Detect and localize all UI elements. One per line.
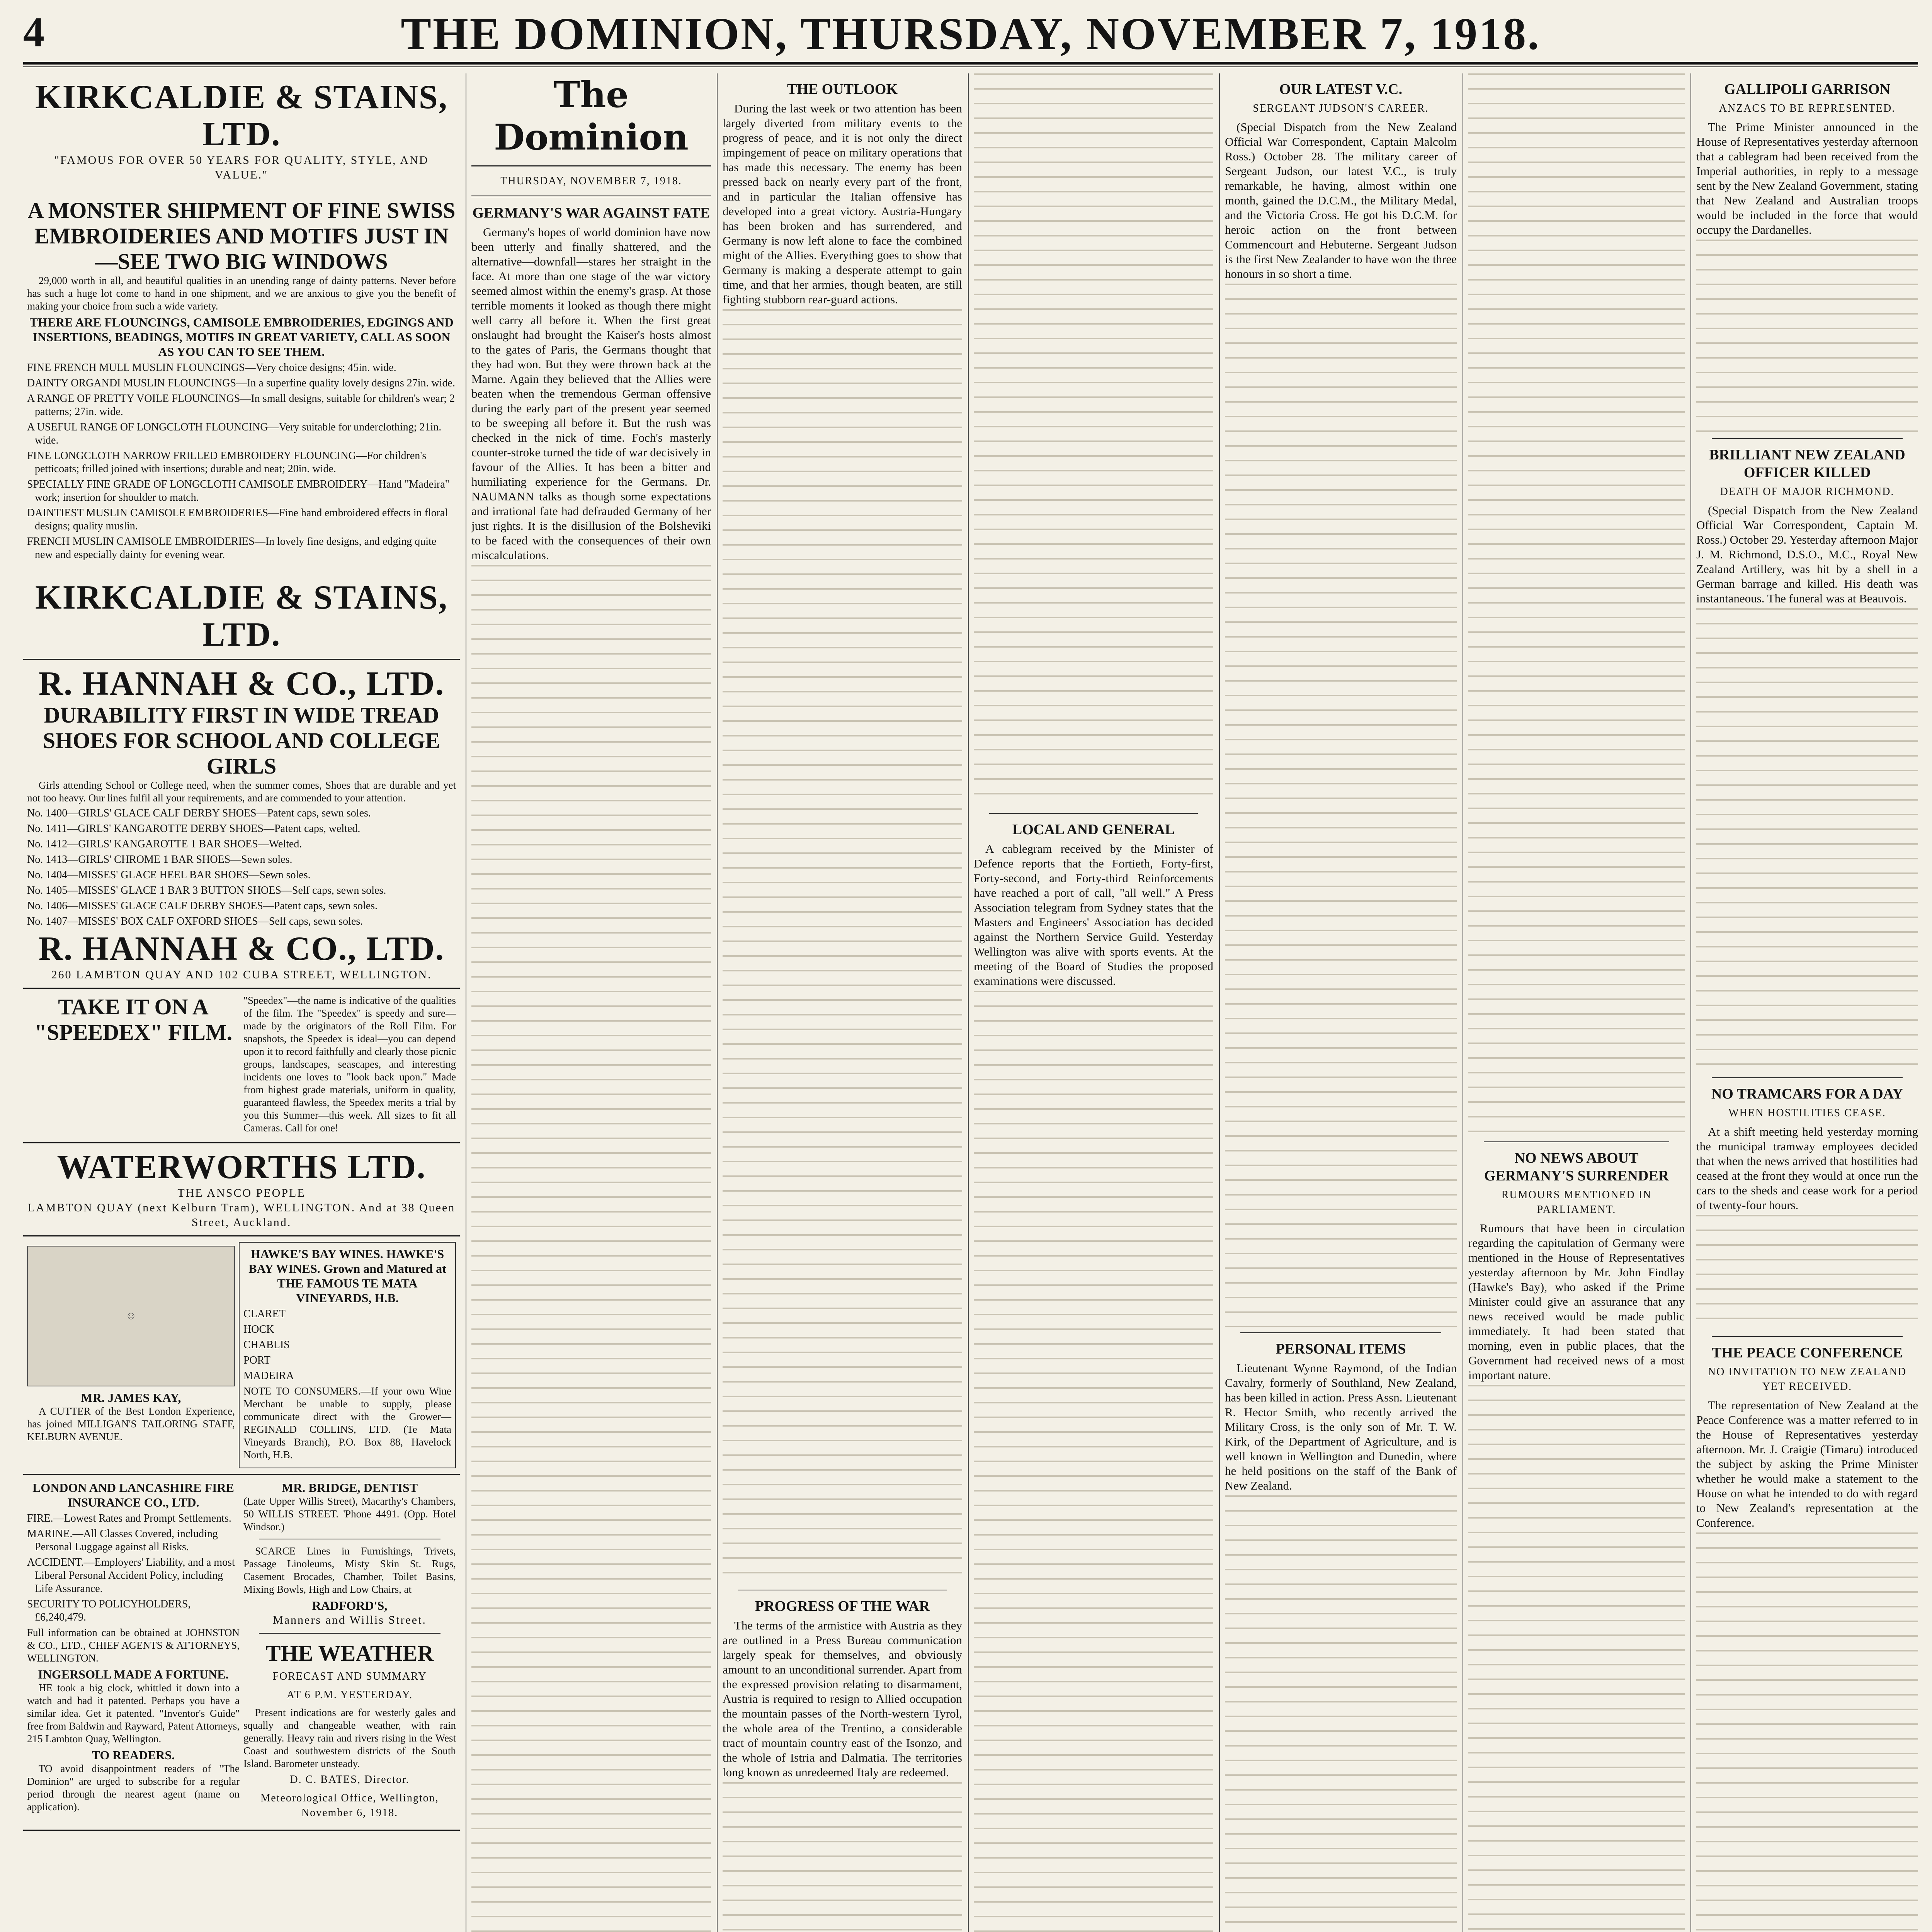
wines-headline: HAWKE'S BAY WINES. HAWKE'S BAY WINES. Grown and Matured at THE FAMOUS TE MATA VINEYARDS, H.B. [248,1247,446,1305]
personal-continued-text [1225,1495,1457,1932]
tramcars-body: At a shift meeting held yesterday morning the municipal tramway employees decided that when the news arrived that hostilities had ceased at the front they would at once run the cars to the sheds and cease work for a period of twenty-four hours. [1696,1125,1918,1212]
column-rule [717,73,718,1932]
dentist-text: (Late Upper Willis Street), Macarthy's Chambers, 50 WILLIS STREET. 'Phone 4491. (Opp. Hotel Windsor.) [243,1495,456,1532]
masthead-title: THE DOMINION, THURSDAY, NOVEMBER 7, 1918. [401,9,1541,59]
progress-continued-text [723,1782,962,1932]
vc-head: OUR LATEST V.C. [1279,81,1403,97]
insurance-dentist-row [23,1475,460,1831]
leader-head: GERMANY'S WAR AGAINST FATE [472,205,710,221]
vc-column [1225,73,1457,1932]
kirkcaldie-item: FRENCH MUSLIN CAMISOLE EMBROIDERIES—In lovely fine designs, and edging quite new and especially dainty for evening wear. [27,536,437,561]
dentist-name: MR. BRIDGE, DENTIST [281,1481,418,1495]
column-rule [968,73,969,1932]
hannah-brand: R. HANNAH & CO., LTD. [38,665,445,702]
speedex-ad [23,989,460,1143]
insurance-footer: Full information can be obtained at JOHNSTON & CO., LTD., CHIEF AGENTS & ATTORNEYS, WELLINGTON. [27,1627,240,1664]
kirkcaldie-brand: KIRKCALDIE & STAINS, LTD. [35,78,448,153]
kay-ad [27,1242,235,1468]
vc-sub: SERGEANT JUDSON'S CAREER. [1253,102,1429,114]
leader-continued-text [471,565,711,1932]
hannah-footer-brand: R. HANNAH & CO., LTD. [38,930,445,968]
weather-sub2: AT 6 P.M. YESTERDAY. [286,1689,413,1701]
kirkcaldie-item: SPECIALLY FINE GRADE OF LONGCLOTH CAMISOLE EMBROIDERY—Hand "Madeira" work; insertion for shoulder to match. [27,478,450,503]
kirkcaldie-item: FINE FRENCH MULL MUSLIN FLOUNCINGS—Very choice designs; 45in. wide. [27,362,396,374]
weather-head: THE WEATHER [265,1641,434,1666]
hannah-address: 260 LAMBTON QUAY AND 102 CUBA STREET, WELLINGTON. [51,968,432,981]
readers-head: TO READERS. [92,1748,175,1762]
weather-sub: FORECAST AND SUMMARY [272,1670,427,1682]
hannah-ad [23,660,460,989]
kirkcaldie-caps: THERE ARE FLOUNCINGS, CAMISOLE EMBROIDERIES, EDGINGS AND INSERTIONS, BEADINGS, MOTIFS IN GREAT VARIETY, CALL AS SOON AS YOU CAN TO SEE THEM. [29,315,454,359]
portrait-image: ☺ [27,1246,235,1386]
brilliant-body: (Special Dispatch from the New Zealand Official War Correspondent, Captain M. Ross.) October 29. Yesterday afternoon Major J. M. Richmond, D.S.O., M.C., Royal New Zealand Artillery, was hit by a shell in a German barrage and killed. His death was instantaneous. The funeral was at Beauvois. [1696,503,1918,605]
kirkcaldie-item: A RANGE OF PRETTY VOILE FLOUNCINGS—In small designs, suitable for children's wear; 2 patterns; 27in. wide. [27,393,455,418]
insurance-item: MARINE.—All Classes Covered, including Personal Luggage against all Risks. [27,1528,218,1553]
hannah-item: No. 1400—GIRLS' GLACE CALF DERBY SHOES—Patent caps, sewn soles. [27,807,371,819]
kay-text: A CUTTER of the Best London Experience, has joined MILLIGAN'S TAILORING STAFF, KELBURN AVENUE. [27,1405,235,1442]
surrender-continued-text [1468,1385,1685,1932]
wine-item: MADEIRA [243,1370,294,1382]
gallipoli-sub: ANZACS TO BE REPRESENTED. [1719,102,1896,114]
carryover-text [1468,73,1685,1136]
progress-body: The terms of the armistice with Austria as they are outlined in a Press Bureau communication largely speak for themselves, and obviously amount to an unconditional surrender. Apart from the expressed provision relating to disarmament, Austria is required to resign to Allied occupation the mountain passes of the North-western Tyrol, the whole area of the Trentino, a considerable tract of mountain country east of the Isonzo, and the whole of Istria and Dalmatia. The territories long known as unredeemed Italy are redeemed. [723,1619,962,1779]
kirkcaldie-item: A USEFUL RANGE OF LONGCLOTH FLOUNCING—Very suitable for underclothing; 21in. wide. [27,421,442,446]
kirkcaldie-footer-brand: KIRKCALDIE & STAINS, LTD. [35,579,448,653]
insurance-item: FIRE.—Lowest Rates and Prompt Settlements. [27,1512,231,1524]
peace-sub: NO INVITATION TO NEW ZEALAND YET RECEIVED. [1708,1366,1907,1393]
dentist-radfords-ad [243,1480,456,1824]
ingersoll-head: INGERSOLL MADE A FORTUNE. [38,1667,229,1681]
leader-column [471,73,711,1932]
wine-item: PORT [243,1354,270,1366]
gallipoli-body: The Prime Minister announced in the House of Representatives yesterday afternoon that a cablegram had been received from the Imperial authorities, in reply to a message sent by the New Zealand Government, stating that New Zealand and Australian troops would be included in the force that would occupy the Dardanelles. [1696,120,1918,236]
vc-continued-text [1225,284,1457,1327]
paper-title: The Dominion [494,74,689,158]
kirkcaldie-ad [23,73,460,660]
kirkcaldie-item: DAINTY ORGANDI MUSLIN FLOUNCINGS—In a superfine quality lovely designs 27in. wide. [27,377,455,389]
surrender-head: NO NEWS ABOUT GERMANY'S SURRENDER [1484,1150,1669,1184]
surrender-body: Rumours that have been in circulation regarding the capitulation of Germany were mentioned in the House of Representatives yesterday afternoon by Mr. John Findlay (Hawke's Bay), who asked if the Prime Minister could give an assurance that any news received would be made public immediately. It had been stated that morning, even in public places, that the Government had received news of a most important nature. [1468,1221,1685,1382]
hannah-item: No. 1406—MISSES' GLACE CALF DERBY SHOES—Patent caps, sewn soles. [27,900,378,912]
leader-body: Germany's hopes of world dominion have now been utterly and finally shattered, and the alternative—downfall—stares her straight in the face. At more than one stage of the war victory seemed almost within the enemy's grasp. At those terrible moments it looked as though there might well carry all before it. When the first great onslaught had brought the Kaiser's hosts almost to the gates of Paris, the Germans thought that they had won. But they were thrown back at the Marne. Again they believed that the Allies were beaten when the tremendous German offensive during the early part of the present year seemed to be sweeping all before it. But the rush was checked in the nick of time. Foch's masterly counter-stroke turned the tide of war decisively in favour of the Allies. It has been a bitter and humiliating experience for the Germans. Dr. NAUMANN talks as though some expectations and irrational fate had defrauded Germany of her just rights. It is the disillusion of the Bolsheviki to be faced with the consequences of their own miscalculations. [471,225,711,562]
radfords-brand: RADFORD'S, [312,1599,388,1612]
ads-column [23,73,460,1932]
peace-continued-text [1696,1532,1918,1932]
kay-wines-row [23,1236,460,1475]
radfords-text: SCARCE Lines in Furnishings, Trivets, Passage Linoleums, Misty Skin St. Rugs, Casement Brocades, Chamber, Toilet Basins, Mixing Bowls, High and Low Chairs, at [243,1545,456,1595]
kirkcaldie-headline: A MONSTER SHIPMENT OF FINE SWISS EMBROIDERIES AND MOTIFS JUST IN—SEE TWO BIG WINDOWS [27,198,456,274]
local-column [974,73,1213,1932]
gallipoli-continued-text [1696,240,1918,433]
hannah-headline: DURABILITY FIRST IN WIDE TREAD SHOES FOR SCHOOL AND COLLEGE GIRLS [43,702,440,779]
brilliant-head: BRILLIANT NEW ZEALAND OFFICER KILLED [1709,447,1905,481]
hannah-item: No. 1412—GIRLS' KANGAROTTE 1 BAR SHOES—Welted. [27,838,302,850]
insurance-brand: LONDON AND LANCASHIRE FIRE INSURANCE CO., LTD. [32,1481,234,1509]
hannah-item: No. 1407—MISSES' BOX CALF OXFORD SHOES—Self caps, sewn soles. [27,915,363,927]
outlook-continued-text [723,309,962,1584]
hannah-item: No. 1411—GIRLS' KANGAROTTE DERBY SHOES—Patent caps, welted. [27,823,361,835]
hannah-item: No. 1413—GIRLS' CHROME 1 BAR SHOES—Sewn soles. [27,854,293,866]
waterworths-ad [23,1143,460,1236]
hannah-intro: Girls attending School or College need, when the summer comes, Shoes that are durable and yet not too heavy. Our lines fulfil all your requirements, and are commended to your attention. [27,779,456,804]
readers-text: TO avoid disappointment readers of "The Dominion" are urged to subscribe for a regular period through the nearest agent (name on application). [27,1763,240,1813]
hannah-item: No. 1405—MISSES' GLACE 1 BAR 3 BUTTON SHOES—Self caps, sewn soles. [27,884,386,896]
weather-body: Present indications are for westerly gales and squally and changeable weather, with rain generally. Heavy rain and rivers rising in the West Coast and southwestern districts of the South Island. Barometer unsteady. [243,1707,456,1769]
kay-name: MR. JAMES KAY, [81,1391,181,1405]
kirkcaldie-item: FINE LONGCLOTH NARROW FRILLED EMBROIDERY FLOUNCING—For children's petticoats; frilled joined with insertions; durable and neat; 20in. wide. [27,450,427,475]
wine-item: CHABLIS [243,1339,290,1351]
speedex-text: "Speedex"—the name is indicative of the qualities of the film. The "Speedex" is speedy and sure—made by the originators of the Roll Film. For snapshots, the Speedex is ideal—you can depend upon it to record faithfully and clearly those picnic groups, landscapes, seascapes, and interesting incidents one loves to "look back upon." Made from highest grade materials, uniform in quality, guaranteed flawless, the Speedex merits a trial by you this Summer—this week. All sizes to fit all Cameras. Call for one! [243,995,456,1134]
insurance-item: ACCIDENT.—Employers' Liability, and a most Liberal Personal Accident Policy, including Life Assurance. [27,1556,235,1595]
kirkcaldie-slogan: "FAMOUS FOR OVER 50 YEARS FOR QUALITY, STYLE, AND VALUE." [54,154,429,181]
leader-dateline: THURSDAY, NOVEMBER 7, 1918. [500,175,682,187]
outlook-column [723,73,962,1932]
kirkcaldie-intro: 29,000 worth in all, and beautiful qualities in an unending range of dainty patterns. Never before has such a huge lot come to hand in one shipment, and we are anxious to give you the benefit of making your choice from such a wide variety. [27,275,456,312]
wine-item: CLARET [243,1308,286,1320]
page-number: 4 [23,9,44,56]
wines-note: NOTE TO CONSUMERS.—If your own Wine Merchant be unable to supply, please communicate direct with the Grower—REGINALD COLLINS, LTD. (Te Mata Vineyards Branch), P.O. Box 88, Havelock North, H.B. [243,1385,451,1461]
personal-body: Lieutenant Wynne Raymond, of the Indian Cavalry, formerly of Southland, New Zealand, has been killed in action. Press Assn. Lieutenant R. Hector Smith, who recently arrived the Military Cross, is the only son of Mr. T. W. Kirk, of the Department of Agriculture, and is well known in Wellington and Dunedin, where he held positions on the staff of the Bank of New Zealand. [1225,1361,1457,1492]
gallipoli-head: GALLIPOLI GARRISON [1724,81,1890,97]
personal-head: PERSONAL ITEMS [1276,1341,1406,1357]
masthead [23,8,1918,66]
masthead-rule [23,62,1918,65]
speedex-headline: TAKE IT ON A "SPEEDEX" FILM. [34,994,233,1045]
insurance-ad [27,1480,240,1824]
column-rule [1690,73,1691,1932]
local-head: LOCAL AND GENERAL [1012,821,1175,838]
outlook-head: THE OUTLOOK [787,81,898,97]
ingersoll-text: HE took a big clock, whittled it down into a watch and had it patented. Perhaps you have a similar idea. Get it patented. "Inventor's Guide" free from Baldwin and Rayward, Patent Attorneys, 215 Lambton Quay, Wellington. [27,1682,240,1745]
weather-signed: D. C. BATES, Director. [290,1774,410,1786]
surrender-sub: RUMOURS MENTIONED IN PARLIAMENT. [1501,1189,1652,1216]
wine-item: HOCK [243,1323,274,1335]
surrender-column [1468,73,1685,1932]
local-body: A cablegram received by the Minister of Defence reports that the Fortieth, Forty-first, Forty-second, and Forty-third Reinforcements have reached a port of call, "all well." A Press Association telegram from Sydney states that the Masters and Engineers' Association has decided against the Northern Service Guild. Yesterday Wellington was alive with sports events. At the meeting of the Board of Studies the proposed examinations were discussed. [974,842,1213,988]
insurance-item: SECURITY TO POLICYHOLDERS, £6,240,479. [27,1598,191,1623]
brilliant-continued-text [1696,608,1918,1072]
progress-head: PROGRESS OF THE WAR [755,1598,930,1614]
peace-head: THE PEACE CONFERENCE [1711,1345,1903,1361]
tramcars-continued-text [1696,1215,1918,1331]
peace-body: The representation of New Zealand at the Peace Conference was a matter referred to in the House of Representatives yesterday afternoon. Mr. J. Craigie (Timaru) introduced the subject by asking the Prime Minister whether he would make a statement to the House on what he intended to do with regard to New Zealand's representation at the Conference. [1696,1398,1918,1529]
wines-ad [239,1242,456,1468]
hannah-item: No. 1404—MISSES' GLACE HEEL BAR SHOES—Sewn soles. [27,869,311,881]
radfords-address: Manners and Willis Street. [273,1614,427,1626]
tramcars-head: NO TRAMCARS FOR A DAY [1711,1086,1903,1102]
column-rule [1219,73,1220,1932]
waterworths-brand: WATERWORTHS LTD. [57,1148,426,1186]
waterworths-sub: THE ANSCO PEOPLE [177,1187,306,1199]
vc-body: (Special Dispatch from the New Zealand Official War Correspondent, Captain Malcolm Ross.) October 28. The military career of Sergeant Judson, our latest V.C., is truly remarkable, he having, almost within one month, gained the D.C.M., the Military Medal, and the Victoria Cross. He got his D.C.M. for heroic action on the front between Commencourt and Hebuterne. Sergeant Judson is the first New Zealander to have won the three honours in so short a time. [1225,120,1457,281]
weather-office: Meteorological Office, Wellington, November 6, 1918. [260,1792,439,1819]
local-continued-text [974,991,1213,1932]
kirkcaldie-item: DAINTIEST MUSLIN CAMISOLE EMBROIDERIES—Fine hand embroidered effects in floral designs; quality muslin. [27,507,448,532]
gallipoli-column [1696,73,1918,1932]
tramcars-sub: WHEN HOSTILITIES CEASE. [1728,1107,1886,1119]
masthead-rule-thin [23,66,1918,67]
brilliant-sub: DEATH OF MAJOR RICHMOND. [1720,486,1895,498]
outlook-body: During the last week or two attention has been largely diverted from military events to the progress of peace, and it is not only the direct impingement of peace on military operations that has made this necessary. The enemy has been pressed back on nearly every part of the front, and in particular the Italian offensive has developed into a great victory. Austria-Hungary has been broken and has surrendered, and Germany is now left alone to face the combined might of the Allies. Everything goes to show that Germany is making a desperate attempt to gain time, and that her armies, though beaten, are still fighting stubborn rear-guard actions. [723,102,962,306]
waterworths-address: LAMBTON QUAY (next Kelburn Tram), WELLINGTON. And at 38 Queen Street, Auckland. [27,1201,456,1229]
carryover-text [974,73,1213,808]
